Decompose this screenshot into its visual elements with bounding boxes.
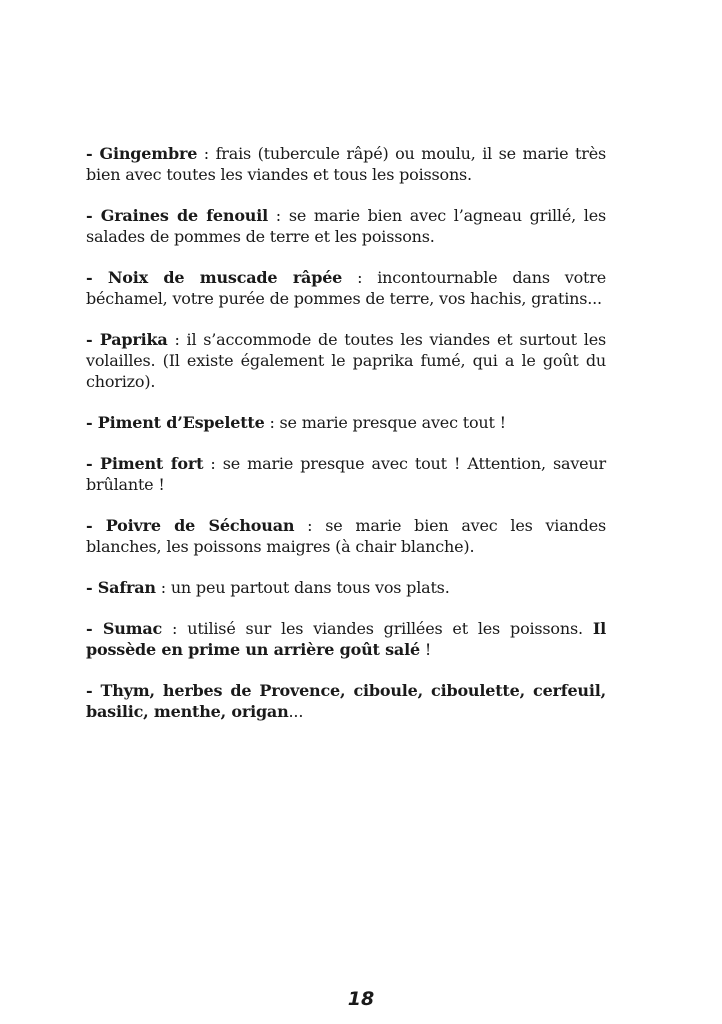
entry-piment-espelette (86, 412, 606, 433)
entry-title: - Safran (86, 578, 156, 597)
entry-separator: : (203, 454, 223, 473)
entry-text: utilisé sur les viandes grillées et les poissons. (187, 619, 593, 638)
entry-title: - Piment fort (86, 454, 204, 473)
entry-text: il s’accommode de toutes les viandes et surtout les volailles. (Il existe également le paprika fumé, qui a le goût du chorizo). (86, 330, 607, 391)
entry-text: se marie bien avec l’agneau grillé, les salades de pommes de terre et les poissons. (86, 206, 606, 246)
entry-text: un peu partout dans tous vos plats. (170, 578, 450, 597)
entry-separator: : (167, 330, 187, 349)
entry-title: - Gingembre (86, 144, 198, 163)
entry-title: - Sumac (86, 619, 163, 638)
entry-graines-de-fenouil (86, 205, 606, 247)
entry-separator: : (294, 516, 326, 535)
entry-separator: : (342, 268, 378, 287)
entry-poivre-de-sechouan (86, 515, 606, 557)
entry-title: - Piment d’Espelette (86, 413, 265, 432)
entry-ending: ... (288, 702, 304, 721)
entry-separator: : (197, 144, 216, 163)
entry-piment-fort (86, 453, 606, 495)
spice-list (86, 143, 606, 742)
entry-title: - Poivre de Séchouan (86, 516, 295, 535)
entry-separator: : (268, 206, 289, 225)
entry-separator: : (162, 619, 188, 638)
entry-emphasis: Il possède en prime un arrière goût salé (86, 619, 606, 659)
entry-noix-de-muscade (86, 267, 606, 309)
entry-separator: : (155, 578, 171, 597)
entry-separator: : (264, 413, 280, 432)
entry-text: se marie bien avec les viandes blanches, les poissons maigres (à chair blanche). (86, 516, 606, 556)
entry-text: se marie presque avec tout ! (279, 413, 506, 432)
entry-herbes (86, 680, 606, 722)
page-number: 18 (347, 988, 375, 1010)
entry-title: - Thym, herbes de Provence, ciboule, ciboulette, cerfeuil, basilic, menthe, origan (86, 681, 606, 721)
entry-safran (86, 577, 606, 598)
entry-ending: ! (419, 640, 432, 659)
entry-sumac (86, 618, 606, 660)
entry-title: - Graines de fenouil (86, 206, 268, 225)
entry-title: - Noix de muscade râpée (86, 268, 343, 287)
entry-gingembre (86, 143, 606, 185)
entry-paprika (86, 329, 606, 392)
entry-text: se marie presque avec tout ! Attention, saveur brûlante ! (86, 454, 606, 494)
entry-title: - Paprika (86, 330, 168, 349)
entry-text: incontournable dans votre béchamel, votre purée de pommes de terre, vos hachis, gratins... (86, 268, 606, 308)
entry-text: frais (tubercule râpé) ou moulu, il se marie très bien avec toutes les viandes et tous les poissons. (86, 144, 607, 184)
